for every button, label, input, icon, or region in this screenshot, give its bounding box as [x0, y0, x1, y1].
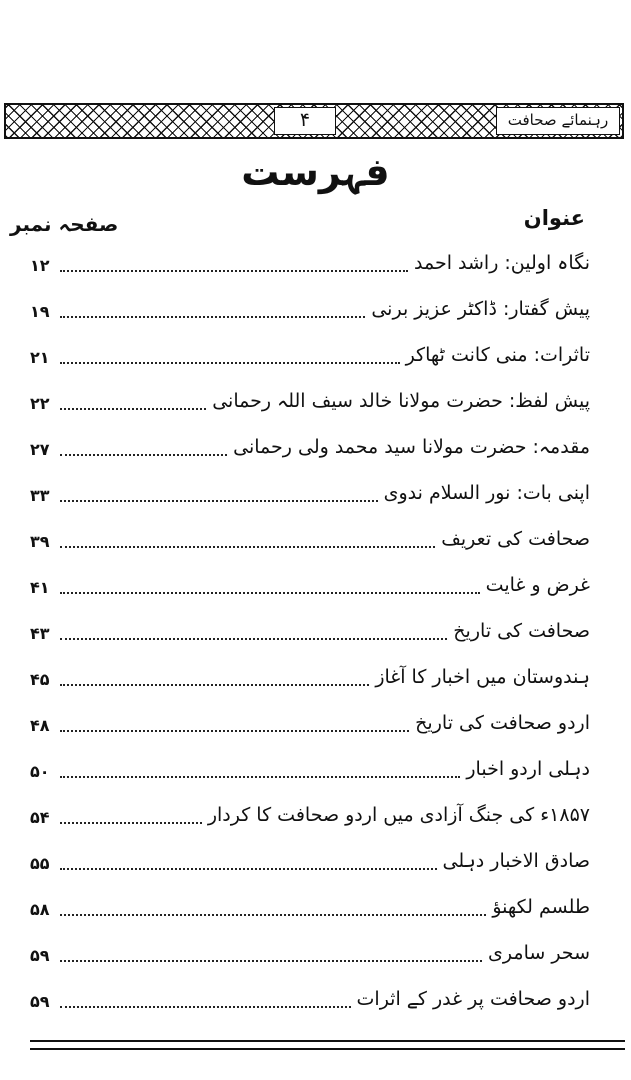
toc-row[interactable] [30, 932, 590, 968]
toc-page-number: ۳۹ [30, 532, 50, 551]
toc-title: اردو صحافت پر غدر کے اثرات [356, 988, 590, 1010]
toc-title: غرض و غایت [485, 574, 590, 596]
dot-leader [60, 270, 408, 272]
toc-page-number: ۴۵ [30, 670, 50, 689]
dot-leader [60, 362, 400, 364]
toc-title: تاثرات: منی کانت ٹھاکر [405, 344, 590, 366]
toc-page-number: ۱۹ [30, 302, 50, 321]
toc-title: اردو صحافت کی تاریخ [415, 712, 590, 734]
dot-leader [60, 822, 202, 824]
dot-leader [60, 546, 435, 548]
toc-page-number: ۲۲ [30, 394, 50, 413]
toc-page-number: ۴۳ [30, 624, 50, 643]
toc-title: دہلی اردو اخبار [466, 758, 590, 780]
toc-row[interactable] [30, 380, 590, 416]
header-band [4, 103, 624, 139]
dot-leader [60, 500, 378, 502]
toc-title: صحافت کی تعریف [441, 528, 590, 550]
toc-title: ہندوستان میں اخبار کا آغاز [375, 666, 590, 688]
toc-row[interactable] [30, 978, 590, 1014]
dot-leader [60, 408, 206, 410]
toc-row[interactable] [30, 886, 590, 922]
toc-page-number: ۳۳ [30, 486, 50, 505]
dot-leader [60, 960, 482, 962]
toc-page-number: ۲۱ [30, 348, 50, 367]
title-column-heading: عنوان [523, 206, 585, 230]
toc-row[interactable] [30, 288, 590, 324]
toc-title: اپنی بات: نور السلام ندوی [383, 482, 590, 504]
toc-row[interactable] [30, 748, 590, 784]
toc-row[interactable] [30, 702, 590, 738]
toc-row[interactable] [30, 426, 590, 462]
toc-row[interactable] [30, 472, 590, 508]
toc-page-number: ۵۰ [30, 762, 50, 781]
toc-title: صحافت کی تاریخ [453, 620, 590, 642]
toc-row[interactable] [30, 610, 590, 646]
toc-row[interactable] [30, 794, 590, 830]
toc-row[interactable] [30, 242, 590, 278]
toc-title: مقدمہ: حضرت مولانا سید محمد ولی رحمانی [233, 436, 590, 458]
toc-page-number: ۵۵ [30, 854, 50, 873]
page-column-heading: صفحہ نمبر [10, 212, 119, 236]
header-book-title: رہنمائے صحافت [496, 107, 620, 135]
toc-title: پیش گفتار: ڈاکٹر عزیز برنی [371, 298, 590, 320]
toc-page-number: ۵۴ [30, 808, 50, 827]
toc-page-number: ۵۸ [30, 900, 50, 919]
dot-leader [60, 592, 480, 594]
dot-leader [60, 776, 460, 778]
toc-title: نگاہ اولین: راشد احمد [414, 252, 590, 274]
toc-row[interactable] [30, 564, 590, 600]
dot-leader [60, 316, 365, 318]
dot-leader [60, 1006, 351, 1008]
footer-double-rule [30, 1040, 625, 1050]
toc-row[interactable] [30, 518, 590, 554]
toc-page-number: ۴۱ [30, 578, 50, 597]
dot-leader [60, 730, 409, 732]
dot-leader [60, 454, 227, 456]
toc-row[interactable] [30, 840, 590, 876]
toc-title: پیش لفظ: حضرت مولانا خالد سیف اللہ رحمانی [212, 390, 590, 412]
toc-row[interactable] [30, 656, 590, 692]
toc-row[interactable] [30, 334, 590, 370]
toc-page-number: ۵۹ [30, 946, 50, 965]
page-title: فہرست [241, 150, 390, 194]
toc-title: ۱۸۵۷ء کی جنگ آزادی میں اردو صحافت کا کردار [207, 804, 590, 826]
dot-leader [60, 638, 447, 640]
toc-title: سحر سامری [488, 942, 590, 964]
toc-title: طلسم لکھنؤ [492, 896, 590, 918]
dot-leader [60, 914, 486, 916]
toc-page-number: ۱۲ [30, 256, 50, 275]
dot-leader [60, 868, 437, 870]
dot-leader [60, 684, 369, 686]
toc-page-number: ۴۸ [30, 716, 50, 735]
toc-page-number: ۲۷ [30, 440, 50, 459]
header-page-number: ۴ [274, 107, 336, 135]
toc-title: صادق الاخبار دہلی [442, 850, 590, 872]
toc-page-number: ۵۹ [30, 992, 50, 1011]
